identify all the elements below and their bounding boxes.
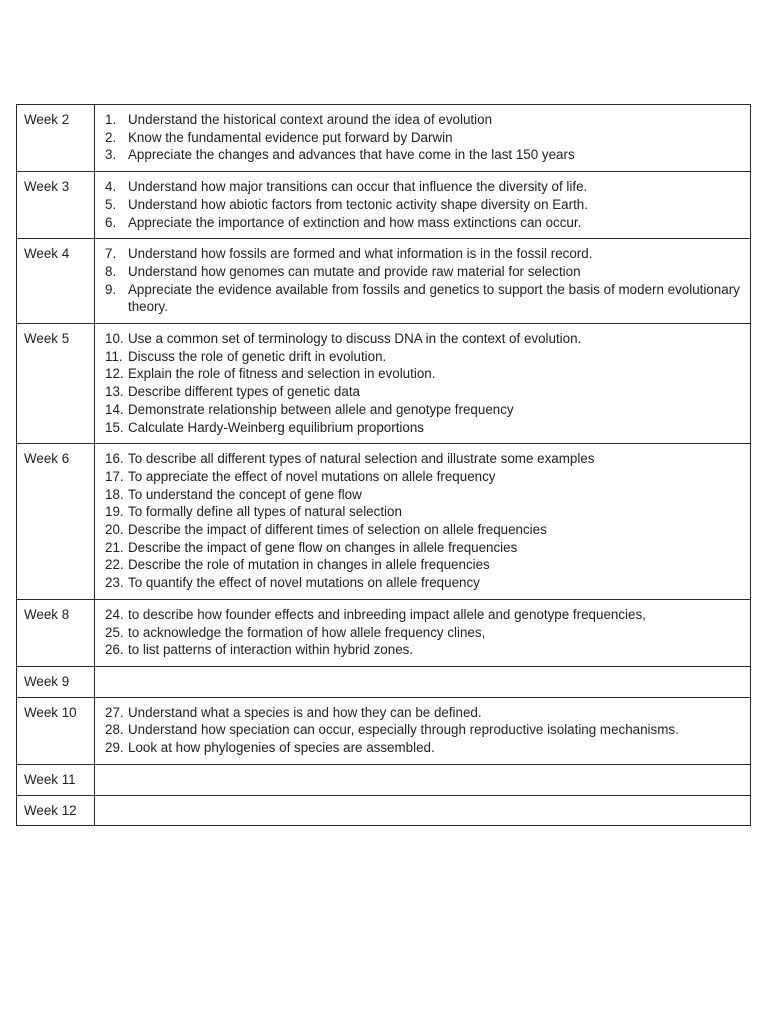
objective-number: 22. [105, 557, 124, 573]
objective-text: Understand how speciation can occur, especially through reproductive isolating mechanisms. [128, 722, 679, 738]
objective-item [105, 539, 742, 557]
week-label: Week 3 [17, 172, 95, 239]
objective-text: Discuss the role of genetic drift in evolution. [128, 348, 387, 364]
objective-number: 29. [105, 740, 124, 756]
objective-number: 6. [105, 214, 117, 230]
objective-number: 24. [105, 606, 124, 622]
objective-item [105, 178, 742, 196]
objective-number: 19. [105, 504, 124, 520]
objective-number: 23. [105, 575, 124, 591]
objective-item [105, 468, 742, 486]
objectives-list [105, 450, 742, 592]
objective-text: Appreciate the evidence available from fossils and genetics to support the basis of modern evolutionary theory. [128, 281, 740, 315]
objective-text: Use a common set of terminology to discuss DNA in the context of evolution. [128, 331, 582, 347]
objectives-list [105, 606, 742, 659]
objective-item [105, 111, 742, 129]
objective-text: To understand the concept of gene flow [128, 486, 362, 502]
objectives-cell [95, 599, 751, 666]
objectives-cell [95, 666, 751, 697]
objectives-cell [95, 764, 751, 795]
objective-text: Describe the impact of gene flow on changes in allele frequencies [128, 539, 518, 555]
objectives-cell [95, 172, 751, 239]
objective-text: Appreciate the changes and advances that have come in the last 150 years [128, 147, 575, 163]
objective-text: Understand how fossils are formed and what information is in the fossil record. [128, 246, 593, 262]
week-row [17, 239, 751, 324]
objective-item [105, 450, 742, 468]
week-row [17, 172, 751, 239]
objectives-list [105, 111, 742, 164]
objective-number: 2. [105, 129, 117, 145]
objectives-list [105, 245, 742, 316]
objective-item [105, 401, 742, 419]
objective-number: 15. [105, 419, 124, 435]
objective-number: 21. [105, 539, 124, 555]
objective-text: Describe the role of mutation in changes in allele frequencies [128, 557, 490, 573]
objective-item [105, 419, 742, 437]
objective-text: Appreciate the importance of extinction and how mass extinctions can occur. [128, 214, 582, 230]
objective-number: 17. [105, 468, 124, 484]
week-label: Week 4 [17, 239, 95, 324]
week-row [17, 444, 751, 600]
week-label: Week 10 [17, 697, 95, 764]
objectives-list [105, 178, 742, 231]
objective-text: Understand how genomes can mutate and provide raw material for selection [128, 263, 581, 279]
objective-text: Describe different types of genetic data [128, 384, 360, 400]
objective-text: To formally define all types of natural selection [128, 504, 402, 520]
objectives-list [105, 330, 742, 436]
objective-item [105, 263, 742, 281]
objective-number: 18. [105, 486, 124, 502]
objectives-cell [95, 239, 751, 324]
objective-number: 3. [105, 147, 117, 163]
objectives-cell [95, 697, 751, 764]
objective-item [105, 196, 742, 214]
objective-number: 5. [105, 196, 117, 212]
objective-item [105, 365, 742, 383]
empty-cell-spacer [105, 771, 742, 789]
objective-text: to list patterns of interaction within hybrid zones. [128, 642, 414, 658]
week-label: Week 5 [17, 324, 95, 444]
empty-cell-spacer [105, 673, 742, 691]
objective-number: 13. [105, 384, 124, 400]
objectives-cell [95, 444, 751, 600]
objective-number: 8. [105, 263, 117, 279]
objective-number: 4. [105, 179, 117, 195]
objective-number: 14. [105, 401, 124, 417]
objective-item [105, 606, 742, 624]
objective-number: 9. [105, 281, 117, 297]
objectives-cell [95, 105, 751, 172]
objective-item [105, 503, 742, 521]
objective-text: Explain the role of fitness and selection in evolution. [128, 366, 436, 382]
week-row [17, 795, 751, 826]
objective-item [105, 486, 742, 504]
objective-number: 25. [105, 624, 124, 640]
week-row [17, 764, 751, 795]
objective-item [105, 704, 742, 722]
objective-item [105, 146, 742, 164]
objective-number: 16. [105, 451, 124, 467]
objective-text: Describe the impact of different times of selection on allele frequencies [128, 522, 547, 538]
objective-number: 12. [105, 366, 124, 382]
objective-item [105, 721, 742, 739]
objective-item [105, 330, 742, 348]
objective-item [105, 383, 742, 401]
objective-item [105, 641, 742, 659]
objective-text: To describe all different types of natural selection and illustrate some examples [128, 451, 595, 467]
objective-text: Understand how major transitions can occur that influence the diversity of life. [128, 179, 588, 195]
week-label: Week 8 [17, 599, 95, 666]
week-row [17, 666, 751, 697]
objective-item [105, 348, 742, 366]
objective-number: 20. [105, 522, 124, 538]
table-body [17, 105, 751, 826]
objective-item [105, 214, 742, 232]
objective-number: 26. [105, 642, 124, 658]
objective-number: 28. [105, 722, 124, 738]
objective-item [105, 281, 742, 316]
week-label: Week 6 [17, 444, 95, 600]
objectives-list [105, 704, 742, 757]
week-row [17, 697, 751, 764]
objective-number: 27. [105, 704, 124, 720]
objective-item [105, 521, 742, 539]
week-label: Week 12 [17, 795, 95, 826]
weekly-objectives-table [16, 104, 751, 826]
objective-text: Demonstrate relationship between allele and genotype frequency [128, 401, 514, 417]
objective-text: Understand what a species is and how they can be defined. [128, 704, 482, 720]
objective-number: 7. [105, 246, 117, 262]
objective-item [105, 129, 742, 147]
objective-text: to acknowledge the formation of how allele frequency clines, [128, 624, 486, 640]
objective-item [105, 556, 742, 574]
week-label: Week 9 [17, 666, 95, 697]
objective-item [105, 574, 742, 592]
objective-text: to describe how founder effects and inbreeding impact allele and genotype frequencies, [128, 606, 646, 622]
objective-text: Calculate Hardy-Weinberg equilibrium proportions [128, 419, 424, 435]
week-row [17, 324, 751, 444]
week-row [17, 105, 751, 172]
objectives-cell [95, 324, 751, 444]
objective-number: 11. [105, 348, 123, 364]
objective-text: Understand how abiotic factors from tectonic activity shape diversity on Earth. [128, 196, 588, 212]
objective-number: 1. [105, 112, 117, 127]
objective-text: Know the fundamental evidence put forward by Darwin [128, 129, 453, 145]
objective-text: To quantify the effect of novel mutations on allele frequency [128, 575, 480, 591]
objective-text: Understand the historical context around the idea of evolution [128, 112, 493, 127]
objective-item [105, 739, 742, 757]
objective-item [105, 624, 742, 642]
objectives-cell [95, 795, 751, 826]
objective-text: To appreciate the effect of novel mutations on allele frequency [128, 468, 496, 484]
empty-cell-spacer [105, 802, 742, 820]
objective-text: Look at how phylogenies of species are assembled. [128, 740, 435, 756]
objective-item [105, 245, 742, 263]
week-row [17, 599, 751, 666]
week-label: Week 2 [17, 105, 95, 172]
objective-number: 10. [105, 331, 124, 347]
week-label: Week 11 [17, 764, 95, 795]
